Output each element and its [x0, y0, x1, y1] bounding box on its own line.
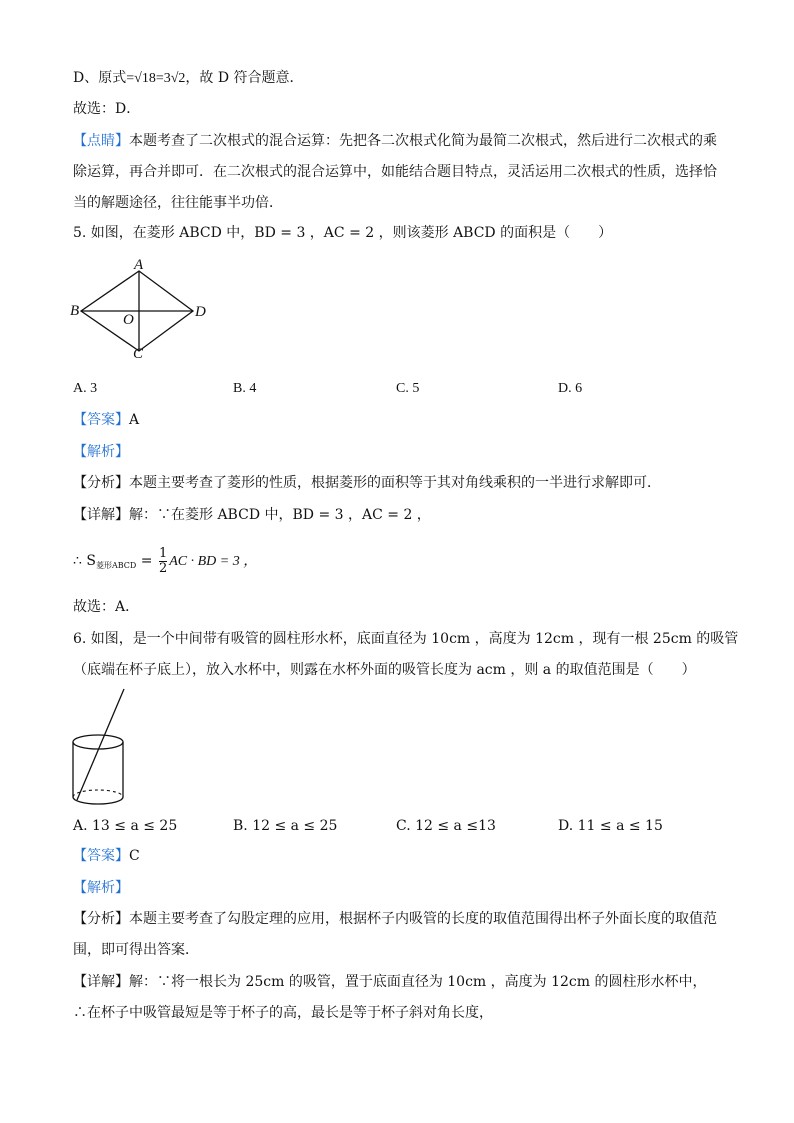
q6-detail-line-1 — [73, 972, 707, 992]
straw — [77, 689, 124, 800]
comment-tag: 【点睛】 — [73, 133, 129, 149]
solution-d-expression: =√18=3√2 — [126, 71, 186, 86]
comment-line-1 — [73, 131, 717, 151]
q5-option-d: D. 6 — [558, 381, 583, 396]
q5-option-a: A. 3 — [73, 381, 98, 396]
q5-area-prefix: ∴ S — [73, 553, 96, 569]
q5-area-expression: AC · BD = 3 ， — [169, 554, 258, 569]
q5-detail-tag: 【详解】 — [73, 507, 129, 523]
q6-answer-tag: 【答案】 — [73, 848, 129, 864]
q6-fenxi-tag: 【分析】 — [73, 911, 129, 927]
q6-option-c: C. 12 ≤ a ≤13 — [396, 818, 496, 834]
q5-analysis-tag: 【解析】 — [73, 444, 129, 460]
q5-answer-tag: 【答案】 — [73, 412, 129, 428]
solution-d-suffix: ，故 D 符合题意． — [185, 70, 304, 86]
q5-option-b: B. 4 — [233, 381, 257, 396]
q6-stem-2: （底端在杯子底上），放入水杯中，则露在水杯外面的吸管长度为 acm ，则 a 的取值范围是（ ） — [73, 662, 696, 678]
q5-detail-1: 解：∵在菱形 ABCD 中，BD = 3 ，AC = 2 ， — [129, 507, 431, 523]
q5-detail-line-1 — [73, 505, 431, 525]
cup-top-rim — [73, 735, 123, 749]
q5-stem: 5. 如图，在菱形 ABCD 中，BD = 3 ，AC = 2 ，则该菱形 ABCD 的面积是（ ） — [73, 225, 613, 241]
q6-answer: C — [129, 848, 140, 864]
q6-detail-tag: 【详解】 — [73, 974, 129, 990]
q5-fenxi-tag: 【分析】 — [73, 475, 129, 491]
fraction-denominator: 2 — [158, 560, 168, 576]
comment-text-3: 当的解题途径，往往能事半功倍． — [73, 195, 283, 211]
vertex-label-a: A — [134, 257, 144, 273]
fraction-numerator: 1 — [158, 545, 168, 561]
solution-d-prefix: D、原式 — [73, 70, 127, 86]
q5-area-subscript: 菱形ABCD — [95, 561, 137, 570]
cup-with-straw-figure — [64, 685, 164, 810]
solution-d-line — [73, 68, 304, 89]
q6-option-a: A. 13 ≤ a ≤ 25 — [73, 818, 178, 834]
q6-detail-2: ∴在杯子中吸管最短是等于杯子的高，最长是等于杯子斜对角长度， — [73, 1005, 493, 1021]
q5-answer-line — [73, 410, 139, 430]
vertex-label-b: B — [70, 303, 80, 319]
q6-analysis-tag: 【解析】 — [73, 880, 129, 896]
q6-option-b: B. 12 ≤ a ≤ 25 — [233, 818, 338, 834]
rhombus-figure — [66, 254, 216, 364]
q5-fenxi-line — [73, 473, 661, 493]
center-label-o: O — [123, 312, 134, 328]
one-half-fraction — [159, 547, 167, 576]
cup-bottom-front — [73, 797, 123, 804]
q6-answer-line — [73, 846, 140, 866]
comment-text-2: 除运算，再合并即可．在二次根式的混合运算中，如能结合题目特点，灵活运用二次根式的性质，选择恰 — [73, 164, 717, 180]
q5-detail-line-2: ∴ $S_{菱形ABCD}$ = $\frac{1}{2}$ AC · BD = 3 ， — [73, 545, 258, 576]
q5-fenxi: 本题主要考查了菱形的性质，根据菱形的面积等于其对角线乘积的一半进行求解即可． — [129, 475, 661, 491]
q5-answer: A — [129, 412, 140, 428]
q5-choice: 故选：A． — [73, 599, 140, 615]
q5-option-c: C. 5 — [396, 381, 420, 396]
q6-fenxi-1: 本题主要考查了勾股定理的应用，根据杯子内吸管的长度的取值范围得出杯子外面长度的取值范 — [129, 911, 717, 927]
q6-option-d: D. 11 ≤ a ≤ 15 — [558, 818, 663, 834]
q6-fenxi-2: 围，即可得出答案． — [73, 942, 199, 958]
solution4-choice: 故选：D． — [73, 101, 141, 117]
vertex-label-d: D — [195, 304, 206, 320]
q6-fenxi-line-1 — [73, 909, 717, 929]
comment-text-1: 本题考查了二次根式的混合运算：先把各二次根式化简为最简二次根式，然后进行二次根式的乘 — [129, 133, 717, 149]
q6-stem-1: 6. 如图，是一个中间带有吸管的圆柱形水杯，底面直径为 10cm ，高度为 12cm ，现有一根 25cm 的吸管 — [73, 631, 739, 647]
vertex-label-c: C — [133, 346, 144, 362]
q6-detail-1: 解：∵将一根长为 25cm 的吸管，置于底面直径为 10cm ，高度为 12cm 的圆柱形水杯中， — [129, 974, 707, 990]
